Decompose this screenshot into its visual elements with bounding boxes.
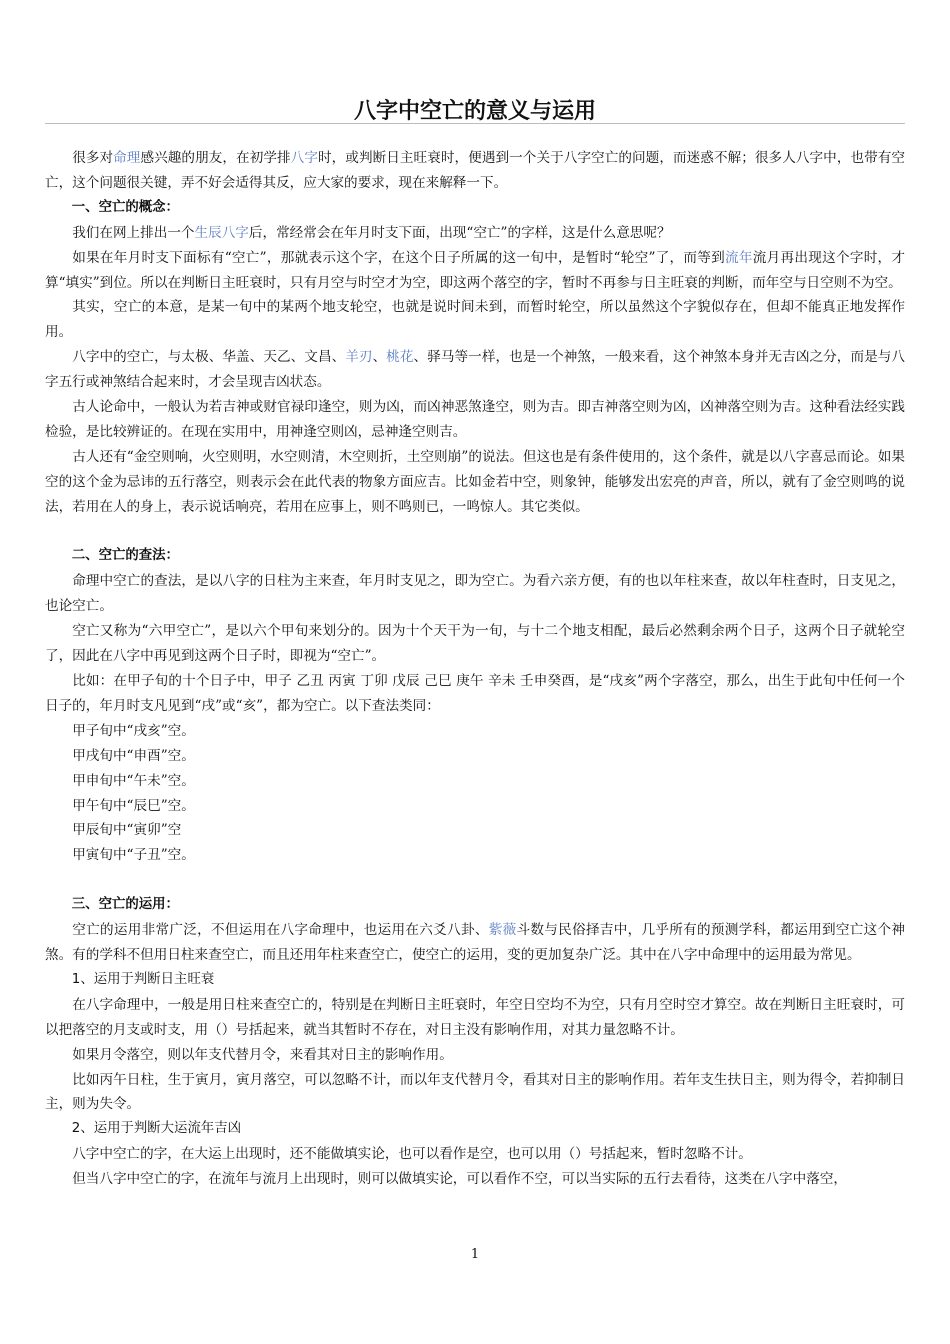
keyword-link-taohua[interactable]: 桃花 (386, 349, 414, 366)
text-run: 斗数与民俗择吉中，几乎所有的预测学科，都运用到空亡这个神煞。有的学科不但用日柱来查空亡，而且还用年柱来查空亡，使空亡的运用，变的更加复杂广泛。其中在八字中命理中的运用最为常见。 (45, 922, 906, 963)
list-item: 甲午旬中“辰巳”空。 (72, 797, 195, 814)
text-run: 、驿马等一样，也是一个神煞，一般来看，这个神煞本身并无吉凶之分，而是与八字五行或神煞结合起来时，才会呈现吉凶状态。 (45, 349, 906, 391)
subsection-heading-1: 1、运用于判断日主旺衰 (71, 971, 215, 987)
document-body (45, 146, 905, 1192)
text-run: 八字中的空亡，与太极、华盖、天乙、文昌、 (72, 349, 346, 366)
section-heading-2: 二、空亡的查法： (71, 548, 179, 564)
paragraph (45, 345, 905, 395)
paragraph: 古人还有“金空则响，火空则明，水空则清，木空则折，土空则崩”的说法。但这也是有条件使用的，这个条件，就是以八字喜忌而论。如果空的这个金为忌讳的五行落空，则表示会在此代表的物象方面应吉。比如金若中空，则象钟，能够发出宏亮的声音，所以，就有了金空则鸣的说法，若用在人的身上，表示说话响亮，若用在应事上，则不鸣则已，一鸣惊人。其它类似。 (45, 448, 905, 515)
text-run: 后，常经常会在年月时支下面，出现“空亡”的字样，这是什么意思呢？ (248, 224, 671, 241)
paragraph (45, 918, 905, 968)
keyword-link-shengchen-bazi[interactable]: 生辰八字 (194, 224, 249, 241)
text-run: 我们在网上排出一个 (72, 224, 195, 241)
paragraph: 但当八字中空亡的字，在流年与流月上出现时，则可以做填实论，可以看作不空，可以当实际的五行去看待，这类在八字中落空， (72, 1171, 848, 1188)
paragraph: 比如丙午日柱，生于寅月，寅月落空，可以忽略不计，而以年支代替月令，看其对日主的影响作用。若年支生扶日主，则为得令，若抑制日主，则为失令。 (45, 1071, 905, 1113)
text-run: 时，或判断日主旺衰时，便遇到一个关于八字空亡的问题，而迷惑不解；很多人八字中，也带有空亡，这个问题很关键，弄不好会适得其反，应大家的要求，现在来解释一下。 (45, 150, 906, 191)
paragraph: 古人论命中，一般认为若吉神或财官禄印逢空，则为凶，而凶神恶煞逢空，则为吉。即吉神落空则为凶，凶神落空则为吉。这种看法经实践检验，是比较辨证的。在现在实用中，用神逢空则凶，忌神逢空则吉。 (45, 399, 905, 440)
text-run: 如果在年月时支下面标有“空亡”，那就表示这个字，在这个日子所属的这一旬中，是暂时“轮空”了，而等到 (72, 249, 726, 266)
document-title: 八字中空亡的意义与运用 (353, 99, 596, 124)
paragraph: 八字中空亡的字，在大运上出现时，还不能做填实论，也可以看作是空，也可以用（）号括起来，暂时忽略不计。 (72, 1146, 752, 1163)
paragraph: 命理中空亡的查法，是以八字的日柱为主来查，年月时支见之，即为空亡。为看六亲方便，有的也以年柱来查，故以年柱查时，日支见之，也论空亡。 (45, 573, 905, 615)
paragraph: 其实，空亡的本意，是某一旬中的某两个地支轮空，也就是说时间未到，而暂时轮空，所以虽然这个字貌似存在，但却不能真正地发挥作用。 (45, 299, 905, 341)
paragraph: 比如：在甲子旬的十个日子中，甲子 乙丑 丙寅 丁卯 戊辰 己巳 庚午 辛未 壬申癸酉，是“戌亥”两个字落空，那么，出生于此旬中任何一个日子的，年月时支凡见到“戌”或“亥”，都为空亡。以下查法类同： (45, 673, 905, 714)
keyword-link-bazi[interactable]: 八字 (290, 150, 318, 166)
keyword-link-mingli[interactable]: 命理 (113, 150, 141, 166)
blank-line (45, 520, 905, 545)
text-run: 、 (372, 349, 387, 366)
text-run: 感兴趣的朋友，在初学排 (140, 150, 291, 166)
keyword-link-yangren[interactable]: 羊刃 (345, 349, 373, 366)
section-heading-3: 三、空亡的运用： (71, 897, 179, 913)
list-item: 甲申旬中“午未”空。 (72, 772, 195, 789)
title-underline (45, 123, 905, 124)
list-item: 甲戌旬中“申酉”空。 (72, 747, 195, 764)
list-item: 甲寅旬中“子丑”空。 (72, 847, 195, 864)
text-run: 很多对 (72, 150, 114, 166)
paragraph: 在八字命理中，一般是用日柱来查空亡的，特别是在判断日主旺衰时，年空日空均不为空，只有月空时空才算空。故在判断日主旺衰时，可以把落空的月支或时支，用（）号括起来，就当其暂时不存在，对日主没有影响作用，对其力量忽略不计。 (45, 996, 905, 1038)
keyword-link-ziwei[interactable]: 紫薇 (488, 922, 517, 939)
page-number: 1 (470, 1247, 480, 1262)
list-item: 甲辰旬中“寅卯”空 (72, 822, 182, 839)
paragraph: 空亡又称为“六甲空亡”，是以六个甲旬来划分的。因为十个天干为一旬，与十二个地支相配，最后必然剩余两个日子，这两个日子就轮空了，因此在八字中再见到这两个日子时，即视为“空亡”。 (45, 623, 905, 665)
text-run: 空亡的运用非常广泛，不但运用在八字命理中，也运用在六爻八卦、 (72, 922, 489, 939)
section-heading-1: 一、空亡的概念： (71, 199, 179, 215)
paragraph (45, 221, 905, 246)
list-item: 甲子旬中“戌亥”空。 (72, 722, 195, 739)
paragraph: 如果月令落空，则以年支代替月令，来看其对日主的影响作用。 (72, 1046, 453, 1063)
subsection-heading-2: 2、运用于判断大运流年吉凶 (71, 1121, 242, 1137)
text-run: 流月再出现这个字时，才算“填实”到位。所以在判断日主旺衰时，只有月空与时空才为空，即这两个落空的字，暂时不再参与日主旺衰的判断，而年空与日空则不为空。 (45, 249, 906, 291)
keyword-link-liunian[interactable]: 流年 (725, 249, 753, 266)
blank-line (45, 868, 905, 893)
paragraph-intro (45, 146, 905, 196)
paragraph (45, 246, 905, 296)
